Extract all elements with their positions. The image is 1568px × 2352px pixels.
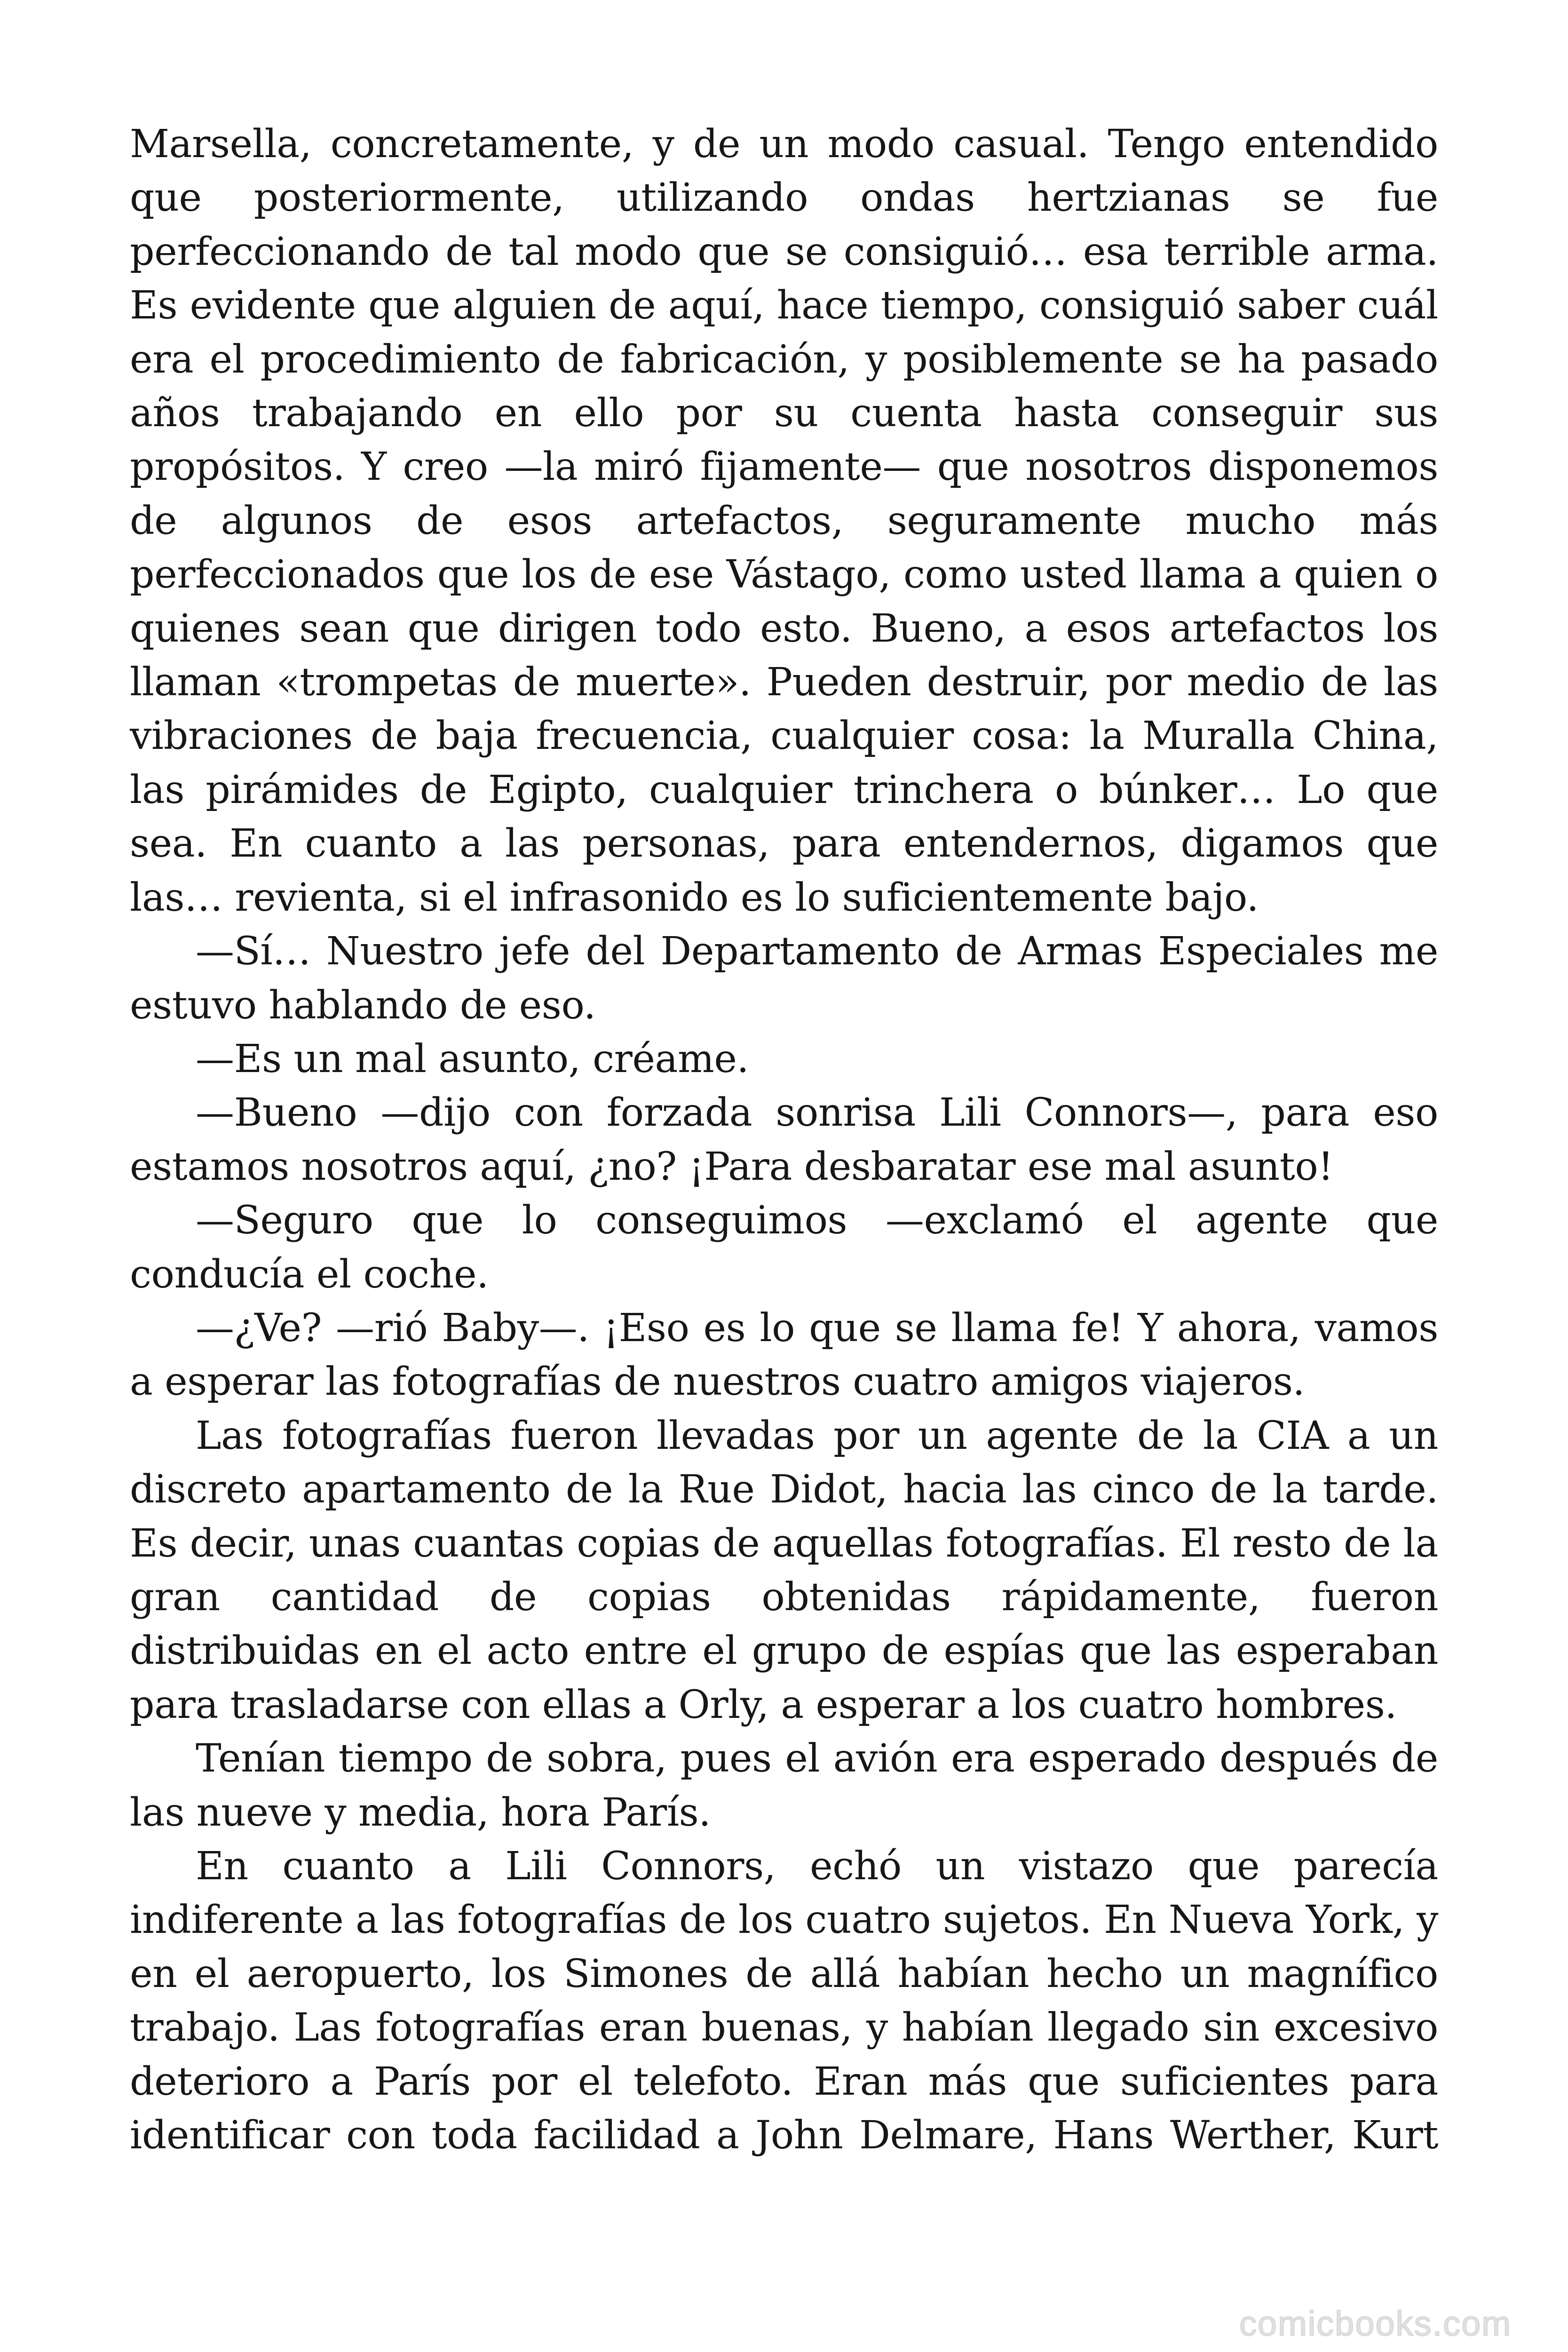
paragraph: —Es un mal asunto, créame. bbox=[196, 1036, 749, 1081]
paragraph: —Sí… Nuestro jefe del Departamento de Armas Especiales me estuvo hablando de eso. bbox=[130, 929, 1438, 1028]
paragraph-last: En cuanto a Lili Connors, echó un vistazo que parecía indiferente a las fotografías de los cuatro sujetos. En Nueva York, y en el aeropuerto, los Simones de allá habían hecho un magnífico trabajo. Las fotografías eran buenas, y habían llegado sin excesivo deterioro a París por el telefoto. Eran más que suficientes para identificar con toda facilidad a John Delmare, Hans Werther, Kurt bbox=[130, 1844, 1438, 2158]
body-text bbox=[130, 118, 1438, 2162]
paragraph: Marsella, concretamente, y de un modo casual. Tengo entendido que posteriormente, utilizando ondas hertzianas se fue perfeccionando de tal modo que se consiguió… esa terrible arma. Es evidente que alguien de aquí, hace tiempo, consiguió saber cuál era el procedimiento de fabricación, y posiblemente se ha pasado años trabajando en ello por su cuenta hasta conseguir sus propósitos. Y creo —la miró fijamente— que nosotros disponemos de algunos de esos artefactos, seguramente mucho más perfeccionados que los de ese Vástago, como usted llama a quien o quienes sean que dirigen todo esto. Bueno, a esos artefactos los llaman «trompetas de muerte». Pueden destruir, por medio de las vibraciones de baja frecuencia, cualquier cosa: la Muralla China, las pirámides de Egipto, cualquier trinchera o búnker… Lo que sea. En cuanto a las personas, para entendernos, digamos que las… revienta, si el infrasonido es lo suficientemente bajo. bbox=[130, 122, 1438, 920]
paragraph: —¿Ve? —rió Baby—. ¡Eso es lo que se llama fe! Y ahora, vamos a esperar las fotografías de nuestros cuatro amigos viajeros. bbox=[130, 1305, 1438, 1405]
paragraph: Tenían tiempo de sobra, pues el avión era esperado después de las nueve y media, hora París. bbox=[130, 1736, 1438, 1835]
paragraph: —Bueno —dijo con forzada sonrisa Lili Connors—, para eso estamos nosotros aquí, ¿no? ¡Para desbaratar ese mal asunto! bbox=[130, 1090, 1438, 1189]
paragraph: Las fotografías fueron llevadas por un agente de la CIA a un discreto apartamento de la Rue Didot, hacia las cinco de la tarde. Es decir, unas cuantas copias de aquellas fotografías. El resto de la gran cantidad de copias obtenidas rápidamente, fueron distribuidas en el acto entre el grupo de espías que las esperaban para trasladarse con ellas a Orly, a esperar a los cuatro hombres. bbox=[130, 1413, 1438, 1727]
watermark: comicbooks.com bbox=[1239, 2304, 1512, 2343]
paragraph: —Seguro que lo conseguimos —exclamó el agente que conducía el coche. bbox=[130, 1198, 1438, 1297]
